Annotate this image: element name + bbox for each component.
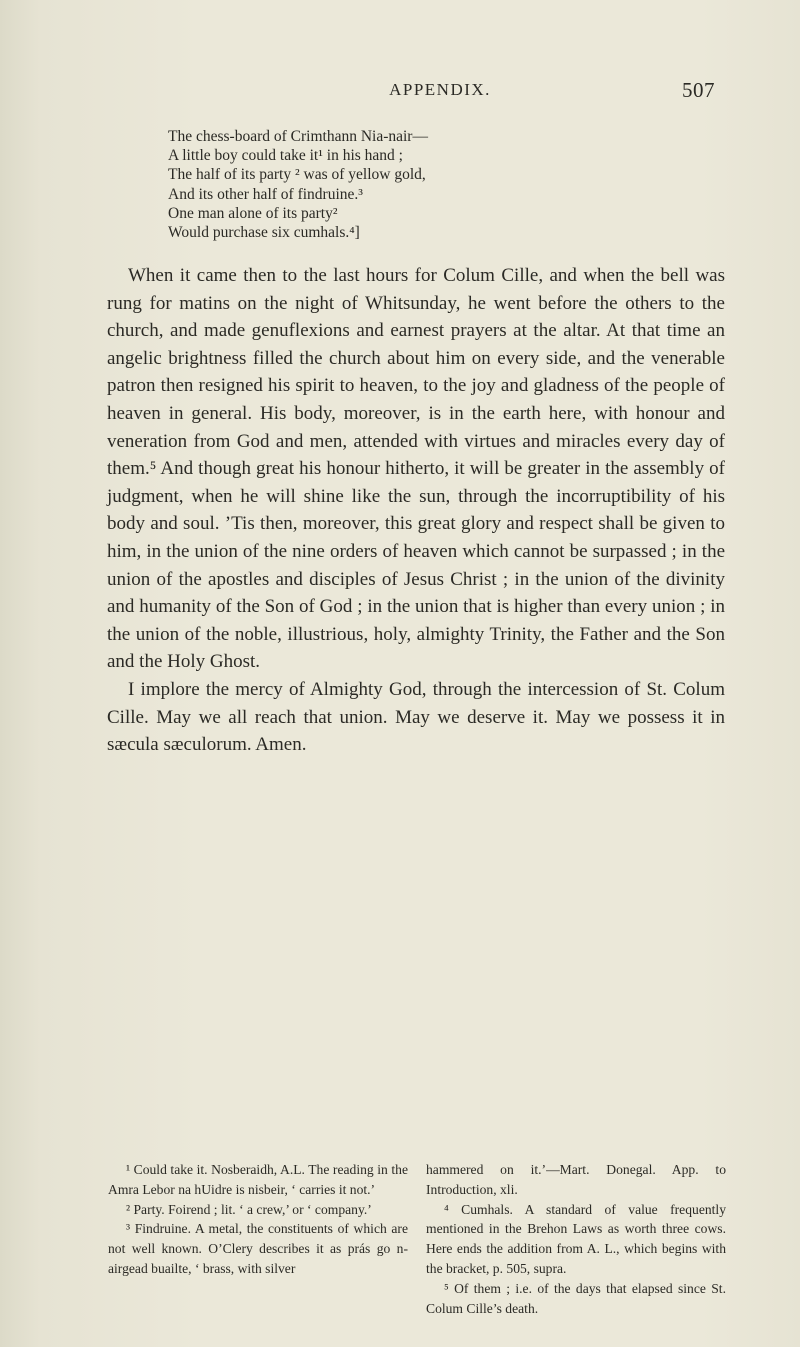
- running-head: [240, 80, 715, 104]
- footnotes-left-column: [108, 1160, 408, 1318]
- poem-line: A little boy could take it¹ in his hand ;: [168, 147, 403, 165]
- main-text: [107, 262, 725, 759]
- footnote: ³ Findruine. A metal, the constituents of which are not well known. O’Clery describes it as prás go n-airgead buailte, ‘ brass, with silver: [108, 1221, 408, 1276]
- poem-line: One man alone of its party²: [168, 204, 338, 222]
- footnotes-right-column: [426, 1160, 726, 1318]
- poem-line: The chess-board of Crimthann Nia-nair—: [168, 128, 428, 145]
- poem-line: The half of its party ² was of yellow gold,: [168, 166, 426, 184]
- poem-line: And its other half of findruine.³: [168, 185, 363, 203]
- running-title: APPENDIX.: [389, 80, 491, 99]
- paragraph: When it came then to the last hours for Colum Cille, and when the bell was rung for matins on the night of Whitsunday, he went before the others to the church, and made genuflexions and earnest prayers at the altar. At that time an angelic brightness filled the church about him on every side, and the venerable patron then resigned his spirit to heaven, to the joy and gladness of the people of heaven in general. His body, moreover, is in the earth here, with honour and veneration from God and men, attended with virtues and miracles every day of them.⁵ And though great his honour hitherto, it will be greater in the assembly of judgment, when he will shine like the sun, through the incorruptibility of his body and soul. ’Tis then, moreover, this great glory and respect shall be given to him, in the union of the nine orders of heaven which cannot be surpassed ; in the union of the apostles and disciples of Jesus Christ ; in the union of the divinity and humanity of the Son of God ; in the union that is higher than every union ; in the union of the noble, illustrious, holy, almighty Trinity, the Father and the Son and the Holy Ghost.: [107, 265, 725, 673]
- footnotes: [108, 1160, 726, 1318]
- footnote: ² Party. Foirend ; lit. ‘ a crew,’ or ‘ company.’: [126, 1201, 372, 1217]
- footnote: ⁵ Of them ; i.e. of the days that elapsed since St. Colum Cille’s death.: [426, 1280, 726, 1316]
- footnote: ¹ Could take it. Nosberaidh, A.L. The reading in the Amra Lebor na hUidre is nisbeir, ‘ carries it not.’: [108, 1162, 408, 1197]
- poem-block: [168, 127, 728, 242]
- page-number: 507: [682, 78, 715, 102]
- footnote: ⁴ Cumhals. A standard of value frequently mentioned in the Brehon Laws as worth three cows. Here ends the addition from A. L., which begins with the bracket, p. 505, supra.: [426, 1201, 726, 1276]
- footnote-continuation: hammered on it.’—Mart. Donegal. App. to Introduction, xli.: [426, 1162, 726, 1197]
- poem-line: Would purchase six cumhals.⁴]: [168, 224, 360, 242]
- paragraph: I implore the mercy of Almighty God, through the intercession of St. Colum Cille. May we all reach that union. May we deserve it. May we possess it in sæcula sæculorum. Amen.: [107, 678, 725, 756]
